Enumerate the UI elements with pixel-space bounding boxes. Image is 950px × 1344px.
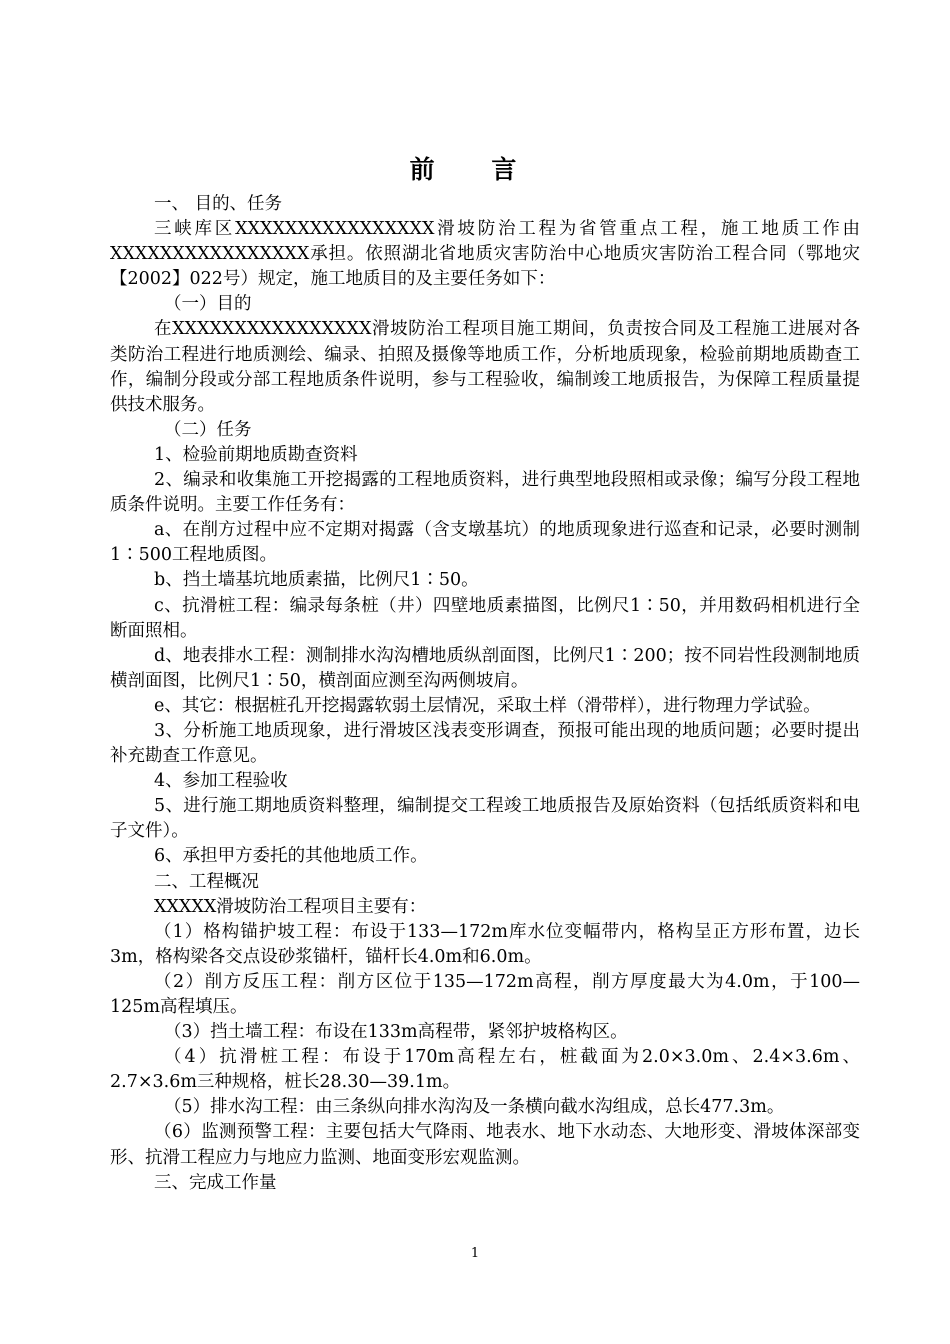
body-paragraph: c、抗滑桩工程：编录每条桩（井）四壁地质素描图，比例尺1∶50，并用数码相机进行全断面照相。 (110, 595, 860, 641)
body-paragraph: （6）监测预警工程：主要包括大气降雨、地表水、地下水动态、大地形变、滑坡体深部变形、抗滑工程应力与地应力监测、地面变形宏观监测。 (110, 1122, 860, 1168)
document-body (110, 192, 860, 1196)
body-paragraph: d、地表排水工程：测制排水沟沟槽地质纵剖面图，比例尺1∶200；按不同岩性段测制地质横剖面图，比例尺1∶50，横剖面应测至沟两侧坡肩。 (110, 645, 860, 691)
body-paragraph: 二、工程概况 (154, 871, 259, 892)
body-paragraph: （3）挡土墙工程：布设在133m高程带，紧邻护坡格构区。 (164, 1022, 628, 1043)
page-number: 1 (470, 1246, 480, 1261)
body-paragraph: 3、分析施工地质现象，进行滑坡区浅表变形调查，预报可能出现的地质问题；必要时提出补充勘查工作意见。 (110, 720, 860, 767)
body-paragraph: 6、承担甲方委托的其他地质工作。 (154, 846, 428, 867)
body-paragraph: 1、检验前期地质勘查资料 (154, 444, 358, 465)
body-paragraph: 在XXXXXXXXXXXXXXXX滑坡防治工程项目施工期间，负责按合同及工程施工进展对各类防治工程进行地质测绘、编录、拍照及摄像等地质工作，分析地质现象，检验前期地质勘查工作，编制分段或分部工程地质条件说明，参与工程验收，编制竣工地质报告，为保障工程质量提供技术服务。 (110, 319, 860, 415)
body-paragraph: XXXXX滑坡防治工程项目主要有： (154, 896, 427, 917)
page-title: 前 言 (409, 155, 541, 184)
body-paragraph: 一、 目的、任务 (154, 194, 283, 214)
body-paragraph: a、在削方过程中应不定期对揭露（含支墩基坑）的地质现象进行巡查和记录，必要时测制1∶500工程地质图。 (110, 520, 860, 566)
body-paragraph: 4、参加工程验收 (154, 771, 288, 792)
body-paragraph: 2、编录和收集施工开挖揭露的工程地质资料，进行典型地段照相或录像；编写分段工程地质条件说明。主要工作任务有： (110, 470, 860, 516)
body-paragraph: （5）排水沟工程：由三条纵向排水沟沟及一条横向截水沟组成，总长477.3m。 (164, 1097, 785, 1118)
body-paragraph: 三峡库区XXXXXXXXXXXXXXXX滑坡防治工程为省管重点工程，施工地质工作由XXXXXXXXXXXXXXXX承担。依照湖北省地质灾害防治中心地质灾害防治工程合同（鄂地灾【2002】022号）规定，施工地质目的及主要任务如下： (110, 219, 860, 290)
body-paragraph: e、其它：根据桩孔开挖揭露软弱土层情况，采取土样（滑带样），进行物理力学试验。 (154, 695, 821, 716)
body-paragraph: （二）任务 (164, 419, 252, 440)
body-paragraph: （4）抗滑桩工程：布设于170m高程左右，桩截面为2.0×3.0m、2.4×3.6m、2.7×3.6m三种规格，桩长28.30—39.1m。 (110, 1047, 860, 1093)
body-paragraph: 5、进行施工期地质资料整理，编制提交工程竣工地质报告及原始资料（包括纸质资料和电子文件）。 (110, 796, 860, 842)
body-paragraph: （一）目的 (164, 294, 252, 315)
body-paragraph: b、挡土墙基坑地质素描，比例尺1∶50。 (154, 570, 479, 591)
body-paragraph: （2）削方反压工程：削方区位于135—172m高程，削方厚度最大为4.0m，于100—125m高程填压。 (110, 971, 860, 1017)
body-paragraph: 三、完成工作量 (154, 1172, 277, 1193)
body-paragraph: （1）格构锚护坡工程：布设于133—172m库水位变幅带内，格构呈正方形布置，边长3m，格构梁各交点设砂浆锚杆，锚杆长4.0m和6.0m。 (110, 921, 860, 967)
